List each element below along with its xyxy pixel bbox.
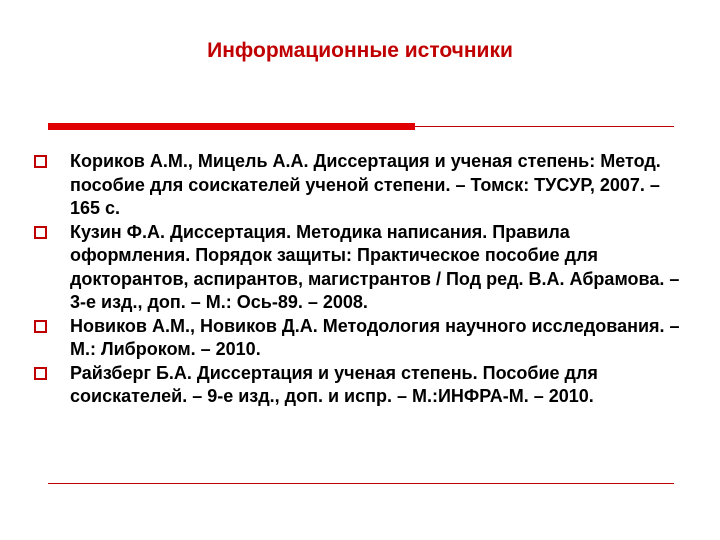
reference-text: Кузин Ф.А. Диссертация. Методика написания. Правила оформления. Порядок защиты: Практическое пособие для докторантов, аспирантов, магистрантов / Под ред. В.А. Абрамова. – 3-е изд., доп. – М.: Ось-89. – 2008.: [70, 221, 680, 312]
footer-divider-line: [48, 483, 674, 484]
list-item: [34, 150, 684, 221]
list-item: [34, 315, 684, 362]
reference-text: Новиков А.М., Новиков Д.А. Методология научного исследования. – М.: Либроком. – 2010.: [70, 315, 680, 359]
slide-title: Информационные источники: [207, 39, 513, 62]
title-accent-bar: [48, 123, 415, 130]
reference-text: Райзберг Б.А. Диссертация и ученая степень. Пособие для соискателей. – 9-е изд., доп. и испр. – М.:ИНФРА-М. – 2010.: [70, 362, 598, 406]
reference-text: Кориков А.М., Мицель А.А. Диссертация и ученая степень: Метод. пособие для соискателей ученой степени. – Томск: ТУСУР, 2007. – 165 с.: [70, 151, 661, 218]
hollow-square-icon: [34, 367, 47, 380]
hollow-square-icon: [34, 155, 47, 168]
hollow-square-icon: [34, 320, 47, 333]
hollow-square-icon: [34, 226, 47, 239]
reference-list: [34, 150, 684, 409]
list-item: [34, 221, 684, 315]
list-item: [34, 362, 684, 409]
